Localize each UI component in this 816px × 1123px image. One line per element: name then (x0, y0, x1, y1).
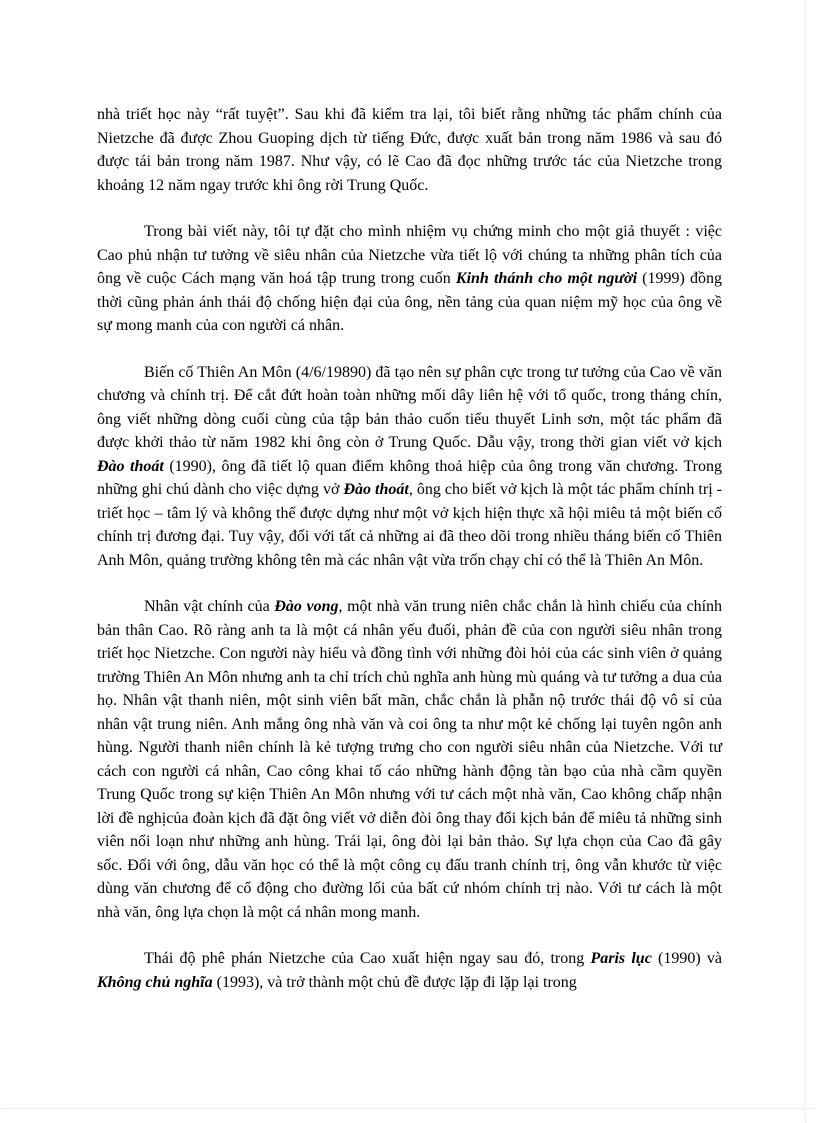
book-title-khong-chu-nghia: Không chủ nghĩa (97, 973, 213, 991)
paragraph-5 (97, 947, 722, 994)
play-title-dao-vong: Đào vong (274, 598, 339, 615)
paragraph-3-text-a: Biến cố Thiên An Môn (4/6/19890) đã tạo nên sự phân cực trong tư tưởng của Cao về văn chương và chính trị. Để cắt đứt hoàn toàn những mối dây liên hệ với tổ quốc, trong tháng chín, ông viết những dòng cuối cùng của tập bản thảo cuốn tiểu thuyết Linh sơn, một tác phẩm đã được khởi thảo từ năm 1982 khi ông còn ở Trung Quốc. Dẫu vậy, trong thời gian viết vở kịch (97, 363, 722, 451)
page-bottom-edge (0, 1108, 816, 1109)
paragraph-4-text-a: Nhân vật chính của (144, 598, 275, 615)
paragraph-5-text-a: Thái độ phê phán Nietzche của Cao xuất hiện ngay sau đó, trong (144, 950, 591, 967)
play-title-dao-thoat-1: Đào thoát (97, 457, 164, 475)
paragraph-2-text-b: (1999) đồng thời cũng phản ánh thái độ chống hiện đại của ông, nền tảng của quan niệm mỹ học của ông về sự mong manh của con người cá nhân. (97, 270, 722, 334)
paragraph-2-text-a: Trong bài viết này, tôi tự đặt cho mình nhiệm vụ chứng minh cho một giả thuyết : việc Cao phủ nhận tư tưởng về siêu nhân của Nietzche vừa tiết lộ với chúng ta những phân tích của ông về cuộc Cách mạng văn hoá tập trung trong cuốn (97, 223, 722, 287)
paragraph-1-text: nhà triết học này “rất tuyệt”. Sau khi đã kiểm tra lại, tôi biết rằng những tác phẩm chính của Nietzche đã được Zhou Guoping dịch từ tiếng Đức, được xuất bản trong năm 1986 và sau đó được tái bản trong năm 1987. Như vậy, có lẽ Cao đã đọc những trước tác của Nietzche trong khoảng 12 năm ngay trước khi ông rời Trung Quốc. (97, 106, 722, 194)
paragraph-1 (97, 103, 722, 197)
paragraph-5-text-c: (1993), và trở thành một chủ đề được lặp đi lặp lại trong (212, 973, 577, 991)
paragraph-3 (97, 361, 722, 573)
book-title-kinh-thanh: Kinh thánh cho một người (455, 270, 638, 287)
paragraph-4 (97, 595, 722, 924)
document-page (97, 103, 722, 994)
paragraph-4-text-b: , một nhà văn trung niên chắc chắn là hình chiếu của chính bản thân Cao. Rõ ràng anh ta là một cá nhân yếu đuối, phản đề của con người siêu nhân trong triết học Nietzche. Con người này hiểu và đồng tình với những đòi hỏi của các sinh viên ở quảng trường Thiên An Môn nhưng anh ta chỉ trích chủ nghĩa anh hùng mù quáng và tư tưởng a dua của họ. Nhân vật thanh niên, một sinh viên bất mãn, chắc chắn là phẫn nộ trước thái độ vô sỉ của nhân vật trung niên. Anh mắng ông nhà văn và coi ông ta như một kẻ chống lại tuyên ngôn anh hùng. Người thanh niên chính là kẻ tượng trưng cho con người siêu nhân của Nietzche. Với tư cách con người cá nhân, Cao công khai tố cáo những hành động tàn bạo của nhà cầm quyền Trung Quốc trong sự kiện Thiên An Môn nhưng với tư cách một nhà văn, Cao không chấp nhận lời đề nghịcủa đoàn kịch đã đặt ông viết vở diễn đòi ông thay đổi kịch bản để miêu tả những sinh viên nổi loạn như những anh hùng. Trái lại, ông đòi lại bản thảo. Sự lựa chọn của Cao đã gây sốc. Đối với ông, dẫu văn học có thể là một công cụ đấu tranh chính trị, ông vẫn khước từ việc dùng văn chương để cổ động cho đường lối của bất cứ nhóm chính trị nào. Với tư cách là một nhà văn, ông lựa chọn là một cá nhân mong manh. (97, 598, 723, 921)
page-right-edge (805, 0, 806, 1123)
paragraph-5-text-b: (1990) và (651, 950, 723, 967)
book-title-paris-luc: Paris lục (590, 950, 652, 967)
paragraph-3-text-b: (1990), ông đã tiết lộ quan điểm không thoả hiệp của ông trong văn chương. Trong những ghi chú dành cho việc dựng vở (97, 457, 723, 498)
paragraph-3-text-c: , ông cho biết vở kịch là một tác phẩm chính trị - triết học – tâm lý và không thể được dựng như một vở kịch hiện thực xã hội miêu tả một biến cố chính trị đương đại. Tuy vậy, đối với tất cả những ai đã theo dõi trong nhiều tháng biến cố Thiên Anh Môn, quảng trường không tên mà các nhân vật vừa trốn chạy chỉ có thể là Thiên An Môn. (97, 481, 723, 569)
paragraph-2 (97, 220, 722, 338)
play-title-dao-thoat-2: Đào thoát (343, 481, 409, 498)
